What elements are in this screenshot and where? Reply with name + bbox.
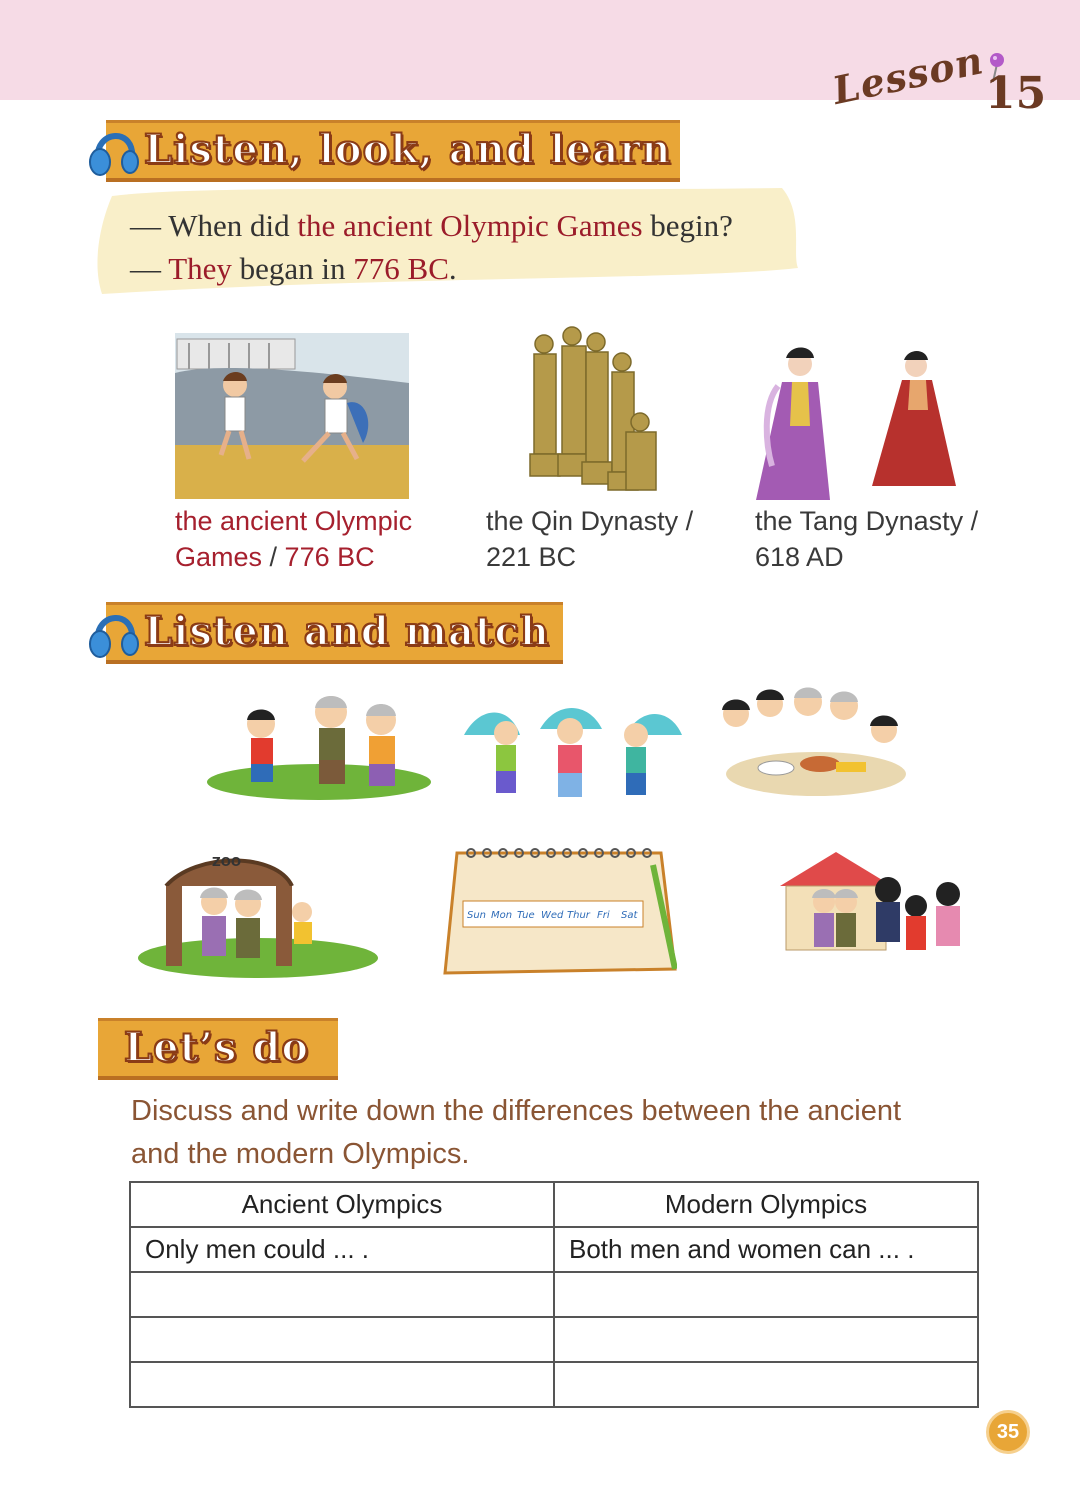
caption-ancient-olympic <box>175 503 412 575</box>
section-title: Listen, look, and learn <box>144 126 672 173</box>
caption-line: the ancient Olympic <box>175 506 413 536</box>
zoo-visit-picture[interactable] <box>136 846 380 978</box>
caption-qin-dynasty <box>486 503 693 575</box>
table-row <box>130 1317 978 1362</box>
calendar-day: Thur <box>567 910 590 921</box>
calendar-day: Mon <box>491 910 513 921</box>
column-header-ancient: Ancient Olympics <box>130 1182 554 1227</box>
page-number: 35 <box>986 1410 1030 1454</box>
ancient-olympics-illustration <box>175 333 409 499</box>
answer-year: 776 BC <box>353 251 449 286</box>
dialog-question <box>130 208 733 244</box>
table-row <box>130 1227 978 1272</box>
dash: — <box>130 251 161 286</box>
calendar-day: Sat <box>621 910 638 921</box>
caption-line <box>175 539 412 575</box>
instruction-line: and the modern Olympics. <box>131 1138 470 1170</box>
table-header-row <box>130 1182 978 1227</box>
section-title: Listen and match <box>144 608 550 655</box>
table-cell[interactable] <box>554 1317 978 1362</box>
table-row <box>130 1362 978 1407</box>
answer-highlight: They <box>168 251 232 286</box>
question-text: When did <box>168 208 290 243</box>
headphones-icon <box>88 120 144 182</box>
table-row <box>130 1272 978 1317</box>
question-highlight: the ancient Olympic Games <box>297 208 643 243</box>
fan-dance-picture[interactable] <box>460 705 686 805</box>
caption-games: Games <box>175 542 263 572</box>
answer-text: began in <box>239 251 346 286</box>
tang-dynasty-ladies-illustration <box>752 346 962 500</box>
question-end: begin? <box>650 208 733 243</box>
caption-line: the Qin Dynasty / <box>486 506 694 536</box>
family-dinner-picture[interactable] <box>716 684 906 798</box>
caption-tang-dynasty <box>755 503 978 575</box>
table-cell[interactable]: Only men could ... . <box>130 1227 554 1272</box>
answer-end: . <box>448 251 457 286</box>
table-cell[interactable] <box>130 1317 554 1362</box>
calendar-day: Wed <box>541 910 564 921</box>
calendar-day: Fri <box>597 910 610 921</box>
table-cell[interactable] <box>554 1272 978 1317</box>
activity-instruction <box>131 1090 991 1176</box>
headphones-icon <box>88 602 144 664</box>
dialog-answer <box>130 251 457 287</box>
walking-with-grandparents-picture[interactable] <box>205 690 433 802</box>
caption-year: 221 BC <box>486 542 577 572</box>
section-banner-lets-do <box>94 1018 338 1080</box>
section-banner-listen-match <box>88 602 563 664</box>
section-banner-listen-look-learn <box>88 120 680 182</box>
section-title: Let’s do <box>124 1024 310 1071</box>
table-cell[interactable] <box>130 1362 554 1407</box>
calendar-picture[interactable] <box>443 845 677 979</box>
column-header-modern: Modern Olympics <box>554 1182 978 1227</box>
caption-year: 618 AD <box>755 542 844 572</box>
calendar-day: Sun <box>467 910 487 921</box>
lesson-number: 15 <box>985 68 1047 119</box>
caption-line: the Tang Dynasty / <box>755 506 979 536</box>
dash: — <box>130 208 161 243</box>
terracotta-warriors-illustration <box>522 322 660 500</box>
table-cell[interactable]: Both men and women can ... . <box>554 1227 978 1272</box>
comparison-table <box>129 1181 979 1408</box>
instruction-line: Discuss and write down the differences between the ancient <box>131 1095 902 1127</box>
table-cell[interactable] <box>554 1362 978 1407</box>
caption-slash: / <box>262 542 285 572</box>
visiting-grandparents-house-picture[interactable] <box>776 846 976 970</box>
zoo-sign: ZOO <box>212 855 242 869</box>
caption-year: 776 BC <box>284 542 375 572</box>
calendar-day: Tue <box>517 910 535 921</box>
table-cell[interactable] <box>130 1272 554 1317</box>
lesson-word: Lesson <box>828 37 988 113</box>
